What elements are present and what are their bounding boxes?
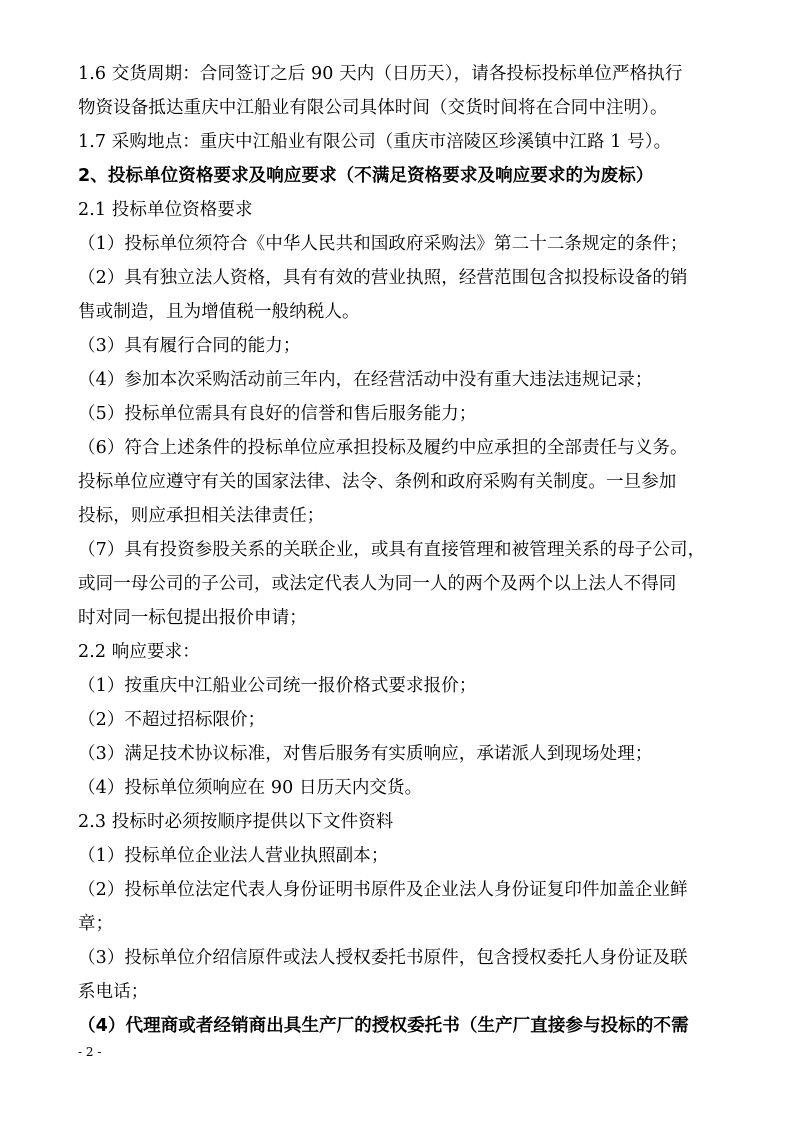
text-line: （2）具有独立法人资格，具有有效的营业执照，经营范围包含拟投标设备的销 bbox=[78, 268, 688, 288]
text-line: （2）投标单位法定代表人身份证明书原件及企业法人身份证复印件加盖企业鲜 bbox=[78, 880, 688, 900]
text-line: 投标，则应承担相关法律责任； bbox=[78, 506, 325, 526]
subsection-heading: 2.3 投标时必须按顺序提供以下文件资料 bbox=[78, 812, 394, 832]
text-line: （2）不超过招标限价； bbox=[78, 710, 266, 730]
page-number: - 2 - bbox=[78, 1045, 102, 1059]
text-line: 物资设备抵达重庆中江船业有限公司具体时间（交货时间将在合同中注明）。 bbox=[78, 98, 668, 118]
subsection-heading: 2.1 投标单位资格要求 bbox=[78, 200, 253, 220]
subsection-heading: 2.2 响应要求： bbox=[78, 642, 200, 662]
text-line: （4）参加本次采购活动前三年内，在经营活动中没有重大违法违规记录； bbox=[78, 370, 653, 390]
text-line: 系电话； bbox=[78, 982, 149, 1002]
text-line: （1）按重庆中江船业公司统一报价格式要求报价； bbox=[78, 676, 477, 696]
text-line: （3）满足技术协议标准，对售后服务有实质响应，承诺派人到现场处理； bbox=[78, 744, 653, 764]
text-line: 或同一母公司的子公司，或法定代表人为同一人的两个及两个以上法人不得同 bbox=[78, 574, 677, 594]
text-line: （3）具有履行合同的能力； bbox=[78, 336, 301, 356]
text-line: 章； bbox=[78, 914, 114, 934]
text-line: （6）符合上述条件的投标单位应承担投标及履约中应承担的全部责任与义务。 bbox=[78, 438, 688, 458]
text-line: （3）投标单位介绍信原件或法人授权委托书原件，包含授权委托人身份证及联 bbox=[78, 948, 688, 968]
text-line: （1）投标单位须符合《中华人民共和国政府采购法》第二十二条规定的条件； bbox=[78, 234, 688, 254]
text-line: （4）投标单位须响应在 90 日历天内交货。 bbox=[78, 778, 423, 798]
text-line: 1.6 交货周期：合同签订之后 90 天内（日历天），请各投标投标单位严格执行 bbox=[78, 64, 683, 84]
text-line: 1.7 采购地点：重庆中江船业有限公司（重庆市涪陵区珍溪镇中江路 1 号）。 bbox=[78, 132, 672, 152]
text-line: （1）投标单位企业法人营业执照副本； bbox=[78, 846, 389, 866]
text-line: 售或制造，且为增值税一般纳税人。 bbox=[78, 302, 360, 322]
text-line: 投标单位应遵守有关的国家法律、法令、条例和政府采购有关制度。一旦参加 bbox=[78, 472, 677, 492]
text-line: （7）具有投资参股关系的关联企业，或具有直接管理和被管理关系的母子公司， bbox=[78, 540, 706, 560]
section-heading: 2、投标单位资格要求及响应要求（不满足资格要求及响应要求的为废标） bbox=[78, 166, 654, 186]
text-line: 时对同一标包提出报价申请； bbox=[78, 608, 307, 628]
text-line: （5）投标单位需具有良好的信誉和售后服务能力； bbox=[78, 404, 477, 424]
bold-text-line: （4）代理商或者经销商出具生产厂的授权委托书（生产厂直接参与投标的不需 bbox=[78, 1016, 689, 1036]
